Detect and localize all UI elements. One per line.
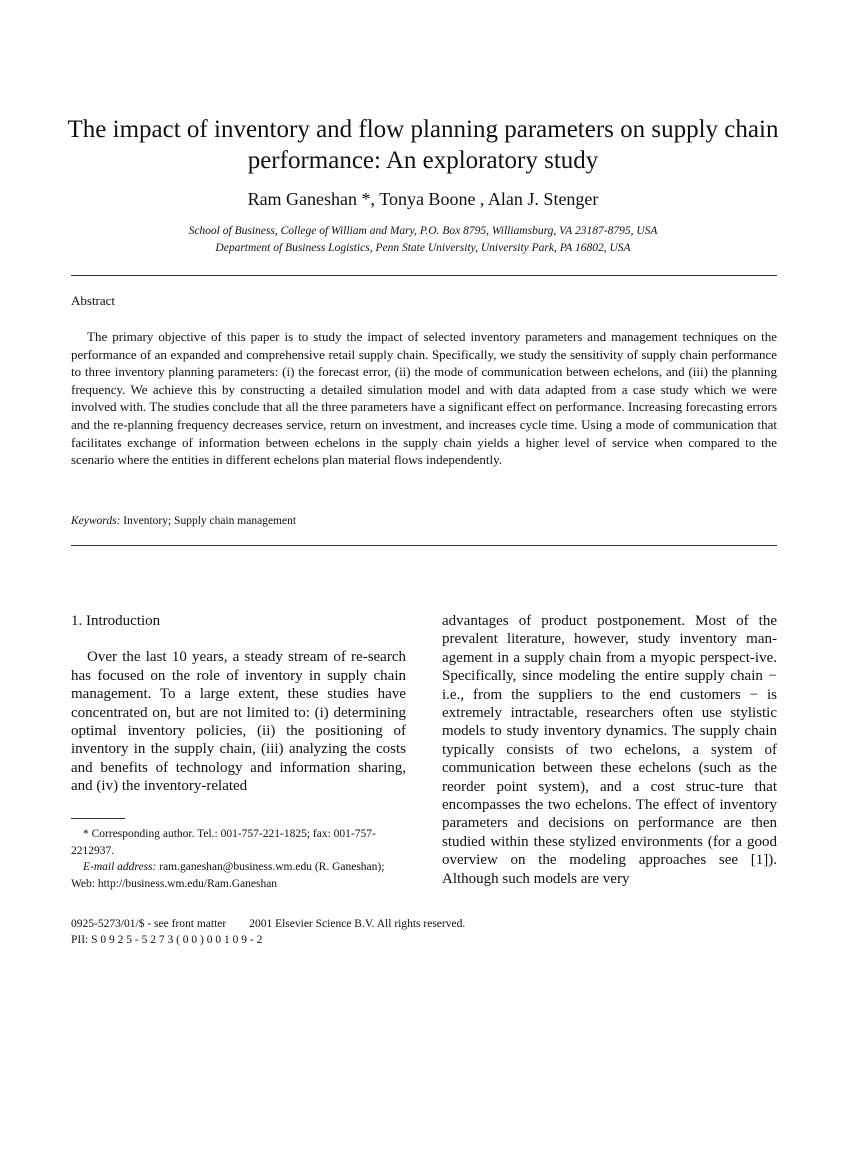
footnote-divider [71, 818, 125, 819]
copyright-line: 0925-5273/01/$ - see front matter 2001 Elsevier Science B.V. All rights reserved. [71, 918, 466, 930]
email-label: E-mail address: [83, 861, 157, 873]
corresponding-author-note: * Corresponding author. Tel.: 001-757-221-1825; fax: 001-757-2212937. [71, 828, 376, 857]
left-column [71, 612, 406, 796]
header-divider [71, 275, 777, 276]
footnote [71, 826, 406, 892]
affiliation-2: Department of Business Logistics, Penn State University, University Park, PA 16802, USA [215, 242, 631, 254]
abstract-divider [71, 545, 777, 546]
paper-title: The impact of inventory and flow planning parameters on supply chain performance: An exploratory study [67, 116, 779, 174]
abstract-heading: Abstract [71, 293, 116, 308]
email-note [71, 859, 406, 892]
abstract-text: The primary objective of this paper is to study the impact of selected inventory parameters and management techniques on the performance of an expanded and comprehensive retail supply chain. Specifically, we study the sensitivity of supply chain performance to three inventory planning parameters: (i) the forecast error, (ii) the mode of communication between echelons, and (iii) the planning frequency. We achieve this by constructing a detailed simulation model and with data adapted from a case study which we were involved with. The studies conclude that all the three parameters have a significant effect on performance. Increasing forecasting errors and the re-planning frequency decreases service, return on investment, and increases cycle time. Using a mode of communication that facilitates exchange of information between echelons in the supply chain yields a higher level of service when compared to the scenario where the entities in different echelons plan material flows independently. [71, 329, 777, 468]
author-list: Ram Ganeshan *, Tonya Boone , Alan J. Stenger [247, 189, 599, 209]
right-column-paragraph: advantages of product postponement. Most of the prevalent literature, however, study inventory man-agement in a supply chain from a myopic perspect-ive. Specifically, since modeling the entire supply chain − i.e., from the suppliers to the end customers − is extremely intractable, researchers often use stylistic models to study inventory dynamics. The supply chain typically consists of two echelons, a system of communication between these echelons (such as the reorder point system), and a cost struc-ture that encompasses the two echelons. The effect of inventory parameters and decisions on performance are then studied within these stylized environments (for a good overview on the modeling approaches see [1]). Although such models are very [442, 613, 777, 887]
keywords [71, 515, 296, 527]
pii-line: PII: S 0 9 2 5 - 5 2 7 3 ( 0 0 ) 0 0 1 0 9 - 2 [71, 934, 263, 946]
keywords-label: Keywords: [71, 515, 121, 527]
intro-paragraph: Over the last 10 years, a steady stream of re-search has focused on the role of inventory in supply chain management. To a large extent, these studies have concentrated on, but are not limited to: (i) determining optimal inventory policies, (ii) the positioning of inventory in the supply chain, (iii) analyzing the costs and benefits of technology and information sharing, and (iv) the inventory-related [71, 649, 406, 795]
right-column [442, 612, 777, 888]
affiliation-1: School of Business, College of William and Mary, P.O. Box 8795, Williamsburg, VA 23187-8795, USA [188, 225, 658, 237]
publication-info [71, 916, 465, 948]
section-heading: 1. Introduction [71, 613, 161, 629]
keywords-text: Inventory; Supply chain management [123, 515, 297, 527]
email-text: ram.ganeshan@business.wm.edu (R. Ganeshan); Web: http://business.wm.edu/Ram.Ganeshan [71, 861, 385, 890]
